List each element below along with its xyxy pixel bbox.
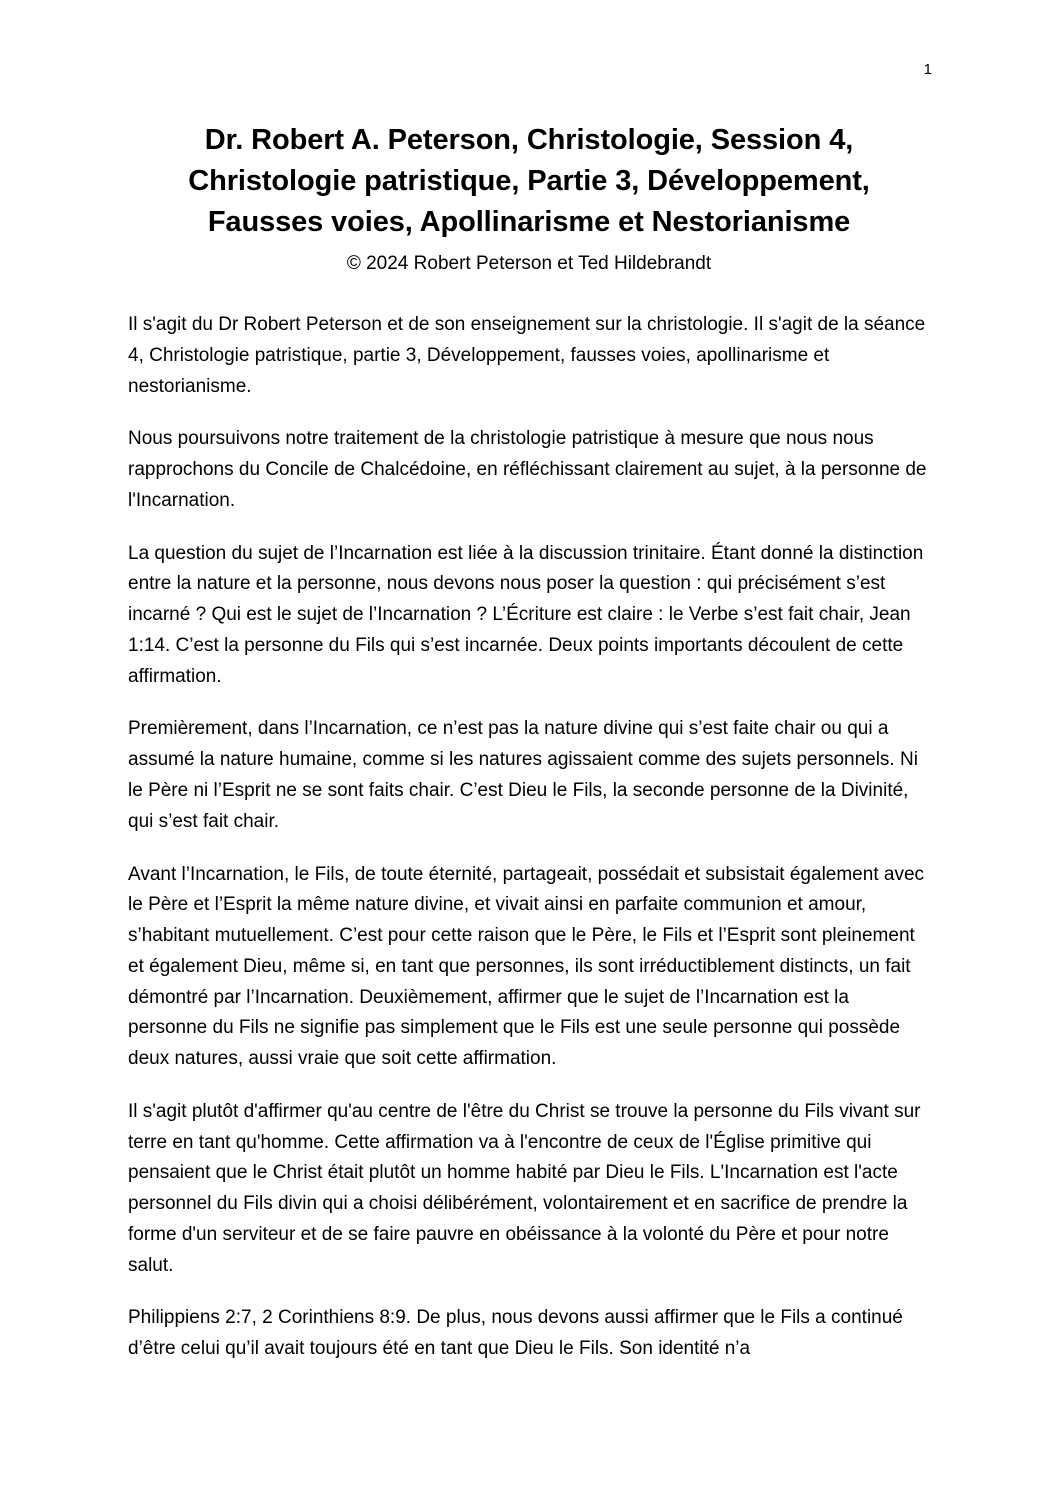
page-title-line-2: Christologie patristique, Partie 3, Développement, — [188, 165, 870, 198]
body-paragraph: Il s'agit du Dr Robert Peterson et de son enseignement sur la christologie. Il s'agit de la séance 4, Christologie patristique, partie 3, Développement, fausses voies, apollinarisme et nestorianisme. — [128, 314, 926, 397]
document-body — [128, 310, 930, 1365]
body-paragraph: Nous poursuivons notre traitement de la christologie patristique à mesure que nous nous rapprochons du Concile de Chalcédoine, en réfléchissant clairement au sujet, à la personne de l'Incarnation. — [128, 428, 927, 511]
copyright-notice: © 2024 Robert Peterson et Ted Hildebrandt — [346, 252, 712, 274]
body-paragraph: Avant l’Incarnation, le Fils, de toute éternité, partageait, possédait et subsistait également avec le Père et l’Esprit la même nature divine, et vivait ainsi en parfaite communion et amour, s’habitant mutuellement. C’est pour cette raison que le Père, le Fils et l’Esprit sont pleinement et également Dieu, même si, en tant que personnes, ils sont irréductiblement distincts, un fait démontré par l’Incarnation. Deuxièmement, affirmer que le sujet de l’Incarnation est la personne du Fils ne signifie pas simplement que le Fils est une seule personne qui possède deux natures, aussi vraie que soit cette affirmation. — [128, 863, 925, 1070]
page-title-line-1: Dr. Robert A. Peterson, Christologie, Session 4, — [204, 124, 854, 156]
body-paragraph: La question du sujet de l’Incarnation est liée à la discussion trinitaire. Étant donné la distinction entre la nature et la personne, nous devons nous poser la question : qui précisément s’est incarné ? Qui est le sujet de l’Incarnation ? L’Écriture est claire : le Verbe s’est fait chair, Jean 1:14. C’est la personne du Fils qui s’est incarnée. Deux points importants découlent de cette affirmation. — [128, 542, 924, 687]
page-title — [128, 120, 930, 244]
body-paragraph: Premièrement, dans l’Incarnation, ce n’est pas la nature divine qui s’est faite chair ou qui a assumé la nature humaine, comme si les natures agissaient comme des sujets personnels. Ni le Père ni l’Esprit ne se sont faits chair. C’est Dieu le Fils, la seconde personne de la Divinité, qui s’est fait chair. — [128, 718, 918, 832]
page-number: 1 — [923, 61, 932, 78]
body-paragraph: Philippiens 2:7, 2 Corinthiens 8:9. De plus, nous devons aussi affirmer que le Fils a continué d’être celui qu’il avait toujours été en tant que Dieu le Fils. Son identité n’a — [128, 1307, 903, 1360]
page-title-line-3: Fausses voies, Apollinarisme et Nestorianisme — [207, 206, 851, 239]
body-paragraph: Il s'agit plutôt d'affirmer qu'au centre de l'être du Christ se trouve la personne du Fils vivant sur terre en tant qu'homme. Cette affirmation va à l'encontre de ceux de l'Église primitive qui pensaient que le Christ était plutôt un homme habité par Dieu le Fils. L'Incarnation est l'acte personnel du Fils divin qui a choisi délibérément, volontairement et en sacrifice de prendre la forme d'un serviteur et de se faire pauvre en obéissance à la volonté du Père et pour notre salut. — [128, 1100, 921, 1276]
